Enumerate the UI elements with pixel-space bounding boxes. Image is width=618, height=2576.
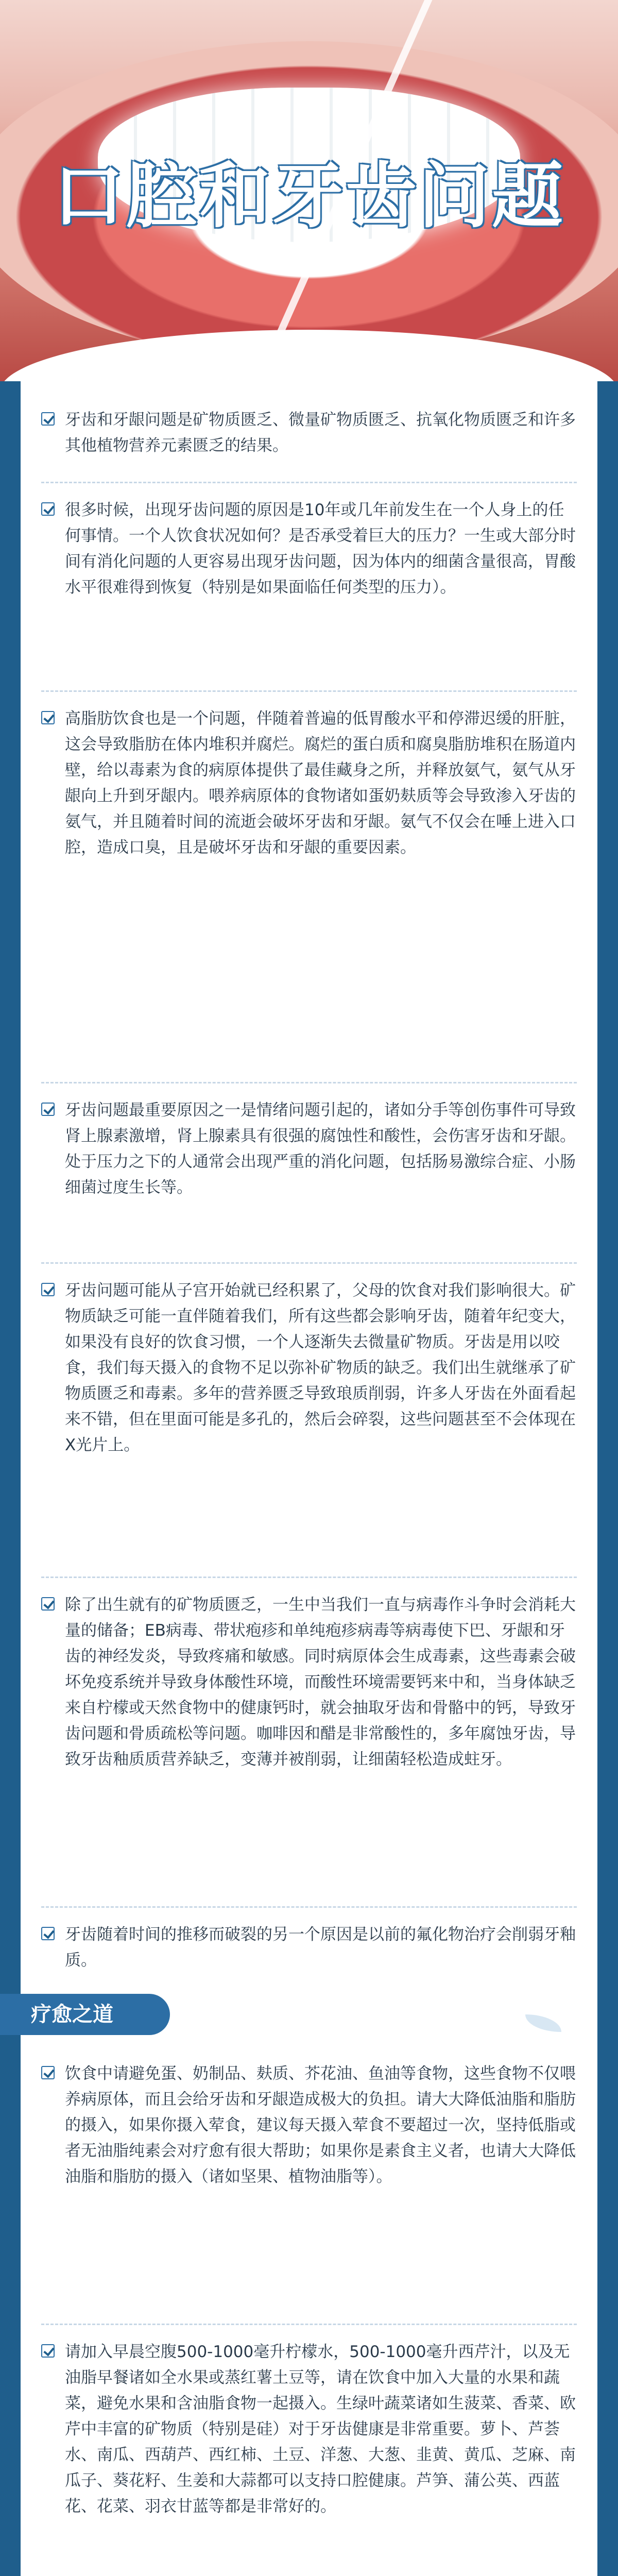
page-title: 口腔和牙齿问题 — [53, 155, 565, 238]
healing-text: 饮食中请避免蛋、奶制品、麸质、芥花油、鱼油等食物，这些食物不仅喂养病原体，而且会给牙齿和牙龈造成极大的负担。请大大降低油脂和脂肪的摄入，如果你摄入荤食，建议每天摄入荤食不要超过一次，坚持低脂或者无油脂纯素会对疗愈有很大帮助；如果你是素食主义者，也请大大降低油脂和脂肪的摄入（诸如坚果、植物油脂等）。 — [65, 2064, 576, 2186]
healing-item — [41, 2061, 577, 2190]
problem-text: 牙齿问题最重要原因之一是情绪问题引起的，诸如分手等创伤事件可导致肾上腺素激增，肾上腺素具有很强的腐蚀性和酸性，会伤害牙齿和牙龈。处于压力之下的人通常会出现严重的消化问题，包括肠易激综合症、小肠细菌过度生长等。 — [65, 1101, 576, 1197]
problem-item — [41, 497, 577, 600]
problem-item — [41, 1922, 577, 1973]
leaf-icon — [525, 2014, 561, 2032]
problem-text: 牙齿问题可能从子宫开始就已经积累了，父母的饮食对我们影响很大。矿物质缺乏可能一直伴随着我们，所有这些都会影响牙齿，随着年纪变大，如果没有良好的饮食习惯，一个人逐渐失去微量矿物质。牙齿是用以咬食，我们每天摄入的食物不足以弥补矿物质的缺乏。我们出生就继承了矿物质匮乏和毒素。多年的营养匮乏导致琅质削弱，许多人牙齿在外面看起来不错，但在里面可能是多孔的，然后会碎裂，这些问题甚至不会体现在X光片上。 — [65, 1281, 576, 1454]
divider — [41, 1262, 577, 1264]
checkbox-icon — [41, 711, 55, 724]
checkbox-icon — [41, 2066, 55, 2079]
divider — [41, 690, 577, 692]
checkbox-icon — [41, 412, 55, 426]
problem-text: 很多时候，出现牙齿问题的原因是10年或几年前发生在一个人身上的任何事情。一个人饮食状况如何？是否承受着巨大的压力？一生或大部分时间有消化问题的人更容易出现牙齿问题，因为体内的细菌含量很高，胃酸水平很难得到恢复（特别是如果面临任何类型的压力）。 — [65, 501, 576, 597]
hero-wave — [0, 330, 618, 381]
problem-item — [41, 1097, 577, 1200]
problem-text: 牙齿随着时间的推移而破裂的另一个原因是以前的氟化物治疗会削弱牙釉质。 — [65, 1925, 576, 1970]
healing-item — [41, 2339, 577, 2519]
healing-text: 请加入早晨空腹500-1000毫升柠檬水，500-1000毫升西芹汁，以及无油脂早餐诸如全水果或蒸红薯土豆等，请在饮食中加入大量的水果和蔬菜，避免水果和含油脂食物一起摄入。生绿叶蔬菜诸如生菠菜、香菜、欧芹中丰富的矿物质（特别是硅）对于牙齿健康是非常重要。萝卜、芦荟水、南瓜、西葫芦、西红柿、土豆、洋葱、大葱、韭黄、黄瓜、芝麻、南瓜子、葵花籽、生姜和大蒜都可以支持口腔健康。芦笋、蒲公英、西蓝花、花菜、羽衣甘蓝等都是非常好的。 — [65, 2343, 576, 2516]
checkbox-icon — [41, 2344, 55, 2358]
problem-item — [41, 1592, 577, 1772]
checkbox-icon — [41, 1283, 55, 1296]
problem-item — [41, 1278, 577, 1458]
content-card — [21, 376, 597, 2576]
problem-text: 除了出生就有的矿物质匮乏，一生中当我们一直与病毒作斗争时会消耗大量的储备；EB病毒、带状疱疹和单纯疱疹病毒等病毒使下巴、牙龈和牙齿的神经发炎，导致疼痛和敏感。同时病原体会生成毒素，这些毒素会破坏免疫系统并导致身体酸性环境，而酸性环境需要钙来中和，当身体缺乏来自柠檬或天然食物中的健康钙时，就会抽取牙齿和骨骼中的钙，导致牙齿问题和骨质疏松等问题。咖啡因和醋是非常酸性的，多年腐蚀牙齿，导致牙齿釉质质营养缺乏，变薄并被削弱，让细菌轻松造成蛀牙。 — [65, 1596, 576, 1769]
divider — [41, 2324, 577, 2325]
checkbox-icon — [41, 502, 55, 516]
healing-heading: 疗愈之道 — [0, 1994, 170, 2035]
hero-banner — [0, 0, 618, 381]
divider — [41, 1577, 577, 1578]
problem-text: 高脂肪饮食也是一个问题，伴随着普遍的低胃酸水平和停滞迟缓的肝脏，这会导致脂肪在体内堆积并腐烂。腐烂的蛋白质和腐臭脂肪堆积在肠道内壁，给以毒素为食的病原体提供了最佳藏身之所，并释放氨气，氨气从牙龈向上升到牙龈内。喂养病原体的食物诸如蛋奶麸质等会导致渗入牙齿的氨气，并且随着时间的流逝会破坏牙齿和牙龈。氨气不仅会在唾上进入口腔，造成口臭，且是破坏牙齿和牙龈的重要因素。 — [65, 709, 576, 857]
divider — [41, 482, 577, 483]
checkbox-icon — [41, 1103, 55, 1116]
checkbox-icon — [41, 1927, 55, 1940]
checkbox-icon — [41, 1597, 55, 1611]
problem-item — [41, 706, 577, 860]
problem-item — [41, 407, 577, 459]
divider — [41, 1906, 577, 1908]
divider — [41, 1082, 577, 1083]
problem-text: 牙齿和牙龈问题是矿物质匮乏、微量矿物质匮乏、抗氧化物质匮乏和许多其他植物营养元素匮乏的结果。 — [65, 411, 576, 455]
